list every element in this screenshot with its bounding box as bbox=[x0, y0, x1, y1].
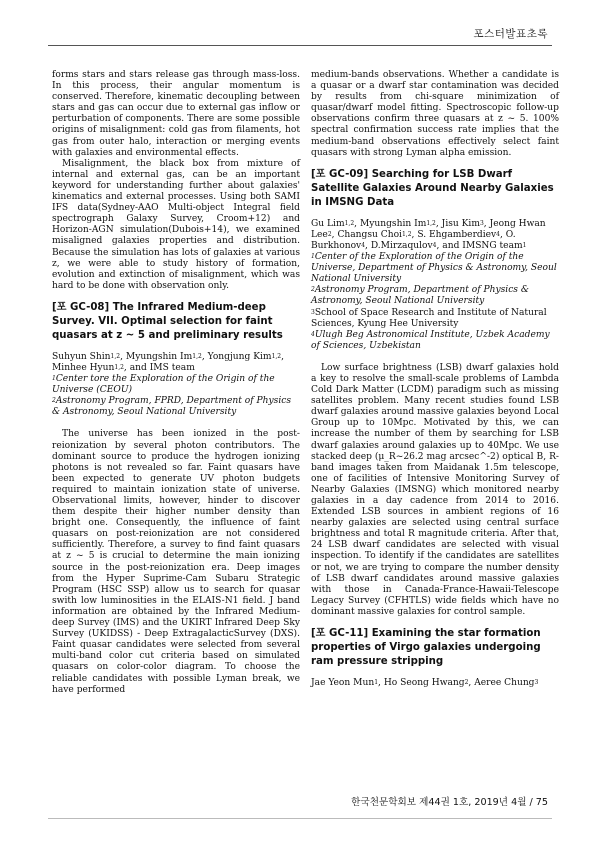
continued-paragraph: medium-bands observations. Whether a candidate is a quasar or a dwarf star contamination was decided by results from chi-square minimization of quasar/dwarf model fitting. Spectroscopic follow-up observations confirm three quasars at z ~ 5. 100% spectral confirmation success rate implies that the medium-band observations effectively select faint quasars with strong Lyman alpha emission. bbox=[311, 70, 559, 158]
author-affiliation-marker: 1,2 bbox=[271, 352, 282, 360]
author-affiliation-marker: 4 bbox=[432, 241, 437, 249]
affiliation: $^2$Astronomy Program, Department of Physics & Astronomy, Seoul National University bbox=[311, 285, 529, 307]
section-header: 포스터발표초록 bbox=[473, 28, 548, 40]
author-affiliation-marker: 1 bbox=[522, 241, 527, 249]
author-name: Changsu Choi bbox=[337, 229, 402, 240]
author-affiliation-marker: 1,2 bbox=[114, 363, 124, 371]
author-name: Yongjung Kim bbox=[207, 351, 272, 362]
author-affiliation-marker: 1 bbox=[374, 679, 379, 687]
author-affiliation-marker: 2 bbox=[327, 230, 332, 238]
header-divider bbox=[48, 45, 552, 46]
author-name: Myungshin Im bbox=[125, 351, 193, 362]
author-affiliation-marker: 1,2 bbox=[110, 352, 121, 360]
author-name: Gu Lim bbox=[311, 218, 345, 229]
author-name: Suhyun Shin bbox=[52, 351, 111, 362]
author-affiliation-marker: 2 bbox=[464, 679, 469, 687]
page-footer: 한국천문학회보 제44권 1호, 2019년 4월 / 75 bbox=[351, 797, 548, 808]
author-list: Jae Yeon Mun$^1$, Ho Seong Hwang$^2$, Aeree Chung$^3$ bbox=[311, 678, 539, 689]
paragraph: Misalignment, the black box from mixture of internal and external gas, can be an important keyword for understanding further about galaxies' kinematics and external processes. Using both SAMI IFS data(Sydney-AAO Multi-object Integral field spectrograph Galaxy Survey, Croom+12) and Horizon-AGN simulation(Dubois+14), we examined misaligned galaxies properties and distribution. Because the simulation has lots of galaxies at various z, we were able to study history of formation, evolution and extinction of misalignment, which was hard to be done with observation only. bbox=[52, 158, 300, 291]
affiliation: $^2$Astronomy Program, FPRD, Department of Physics & Astronomy, Seoul National University bbox=[52, 396, 291, 418]
author-affiliation-marker: 1,2 bbox=[344, 219, 355, 227]
author-list: Suhyun Shin$^{1,2}$, Myungshin Im$^{1,2}$, Yongjung Kim$^{1,2}$, Minhee Hyun$^{1,2}$, and IMS team bbox=[52, 351, 285, 373]
affiliation: $^1$Center of the Exploration of the Origin of the Universe, Department of Physics & Astronomy, Seoul National University bbox=[311, 252, 557, 285]
author-name: D.Mirzaqulov bbox=[370, 240, 433, 251]
author-name: Ho Seong Hwang bbox=[383, 678, 465, 689]
right-column bbox=[311, 70, 559, 689]
footer-divider bbox=[48, 818, 552, 819]
author-name: Jae Yeon Mun bbox=[311, 678, 375, 689]
abstract-title-gc08: [포 GC-08] The Infrared Medium-deep Survey. VII. Optimal selection for faint quasars at z ~ 5 and preliminary results bbox=[52, 301, 283, 341]
author-name: and IMS team bbox=[129, 362, 195, 373]
author-name: Jisu Kim bbox=[441, 218, 480, 229]
affiliation: $^3$School of Space Research and Institute of Natural Sciences, Kyung Hee University bbox=[311, 307, 547, 329]
continued-paragraph: forms stars and stars release gas through mass-loss. In this process, their angular momentum is conserved. Therefore, kinematic decoupling between stars and gas can occur due to external gas inflow or perturbation of components. There are some possible origins of misalignment: cold gas from filaments, hot gas from outer halo, interaction or merging events with galaxies and environmental effects. bbox=[52, 70, 300, 158]
author-affiliation-marker: 1,2 bbox=[426, 219, 436, 227]
author-list: Gu Lim$^{1,2}$, Myungshin Im$^{1,2}$, Jisu Kim$^3$, Jeong Hwan Lee$^2$, Changsu Choi$^{1,2}$, S. Ehgamberdiev$^4$, O. Burkhonov$^4$, D.Mirzaqulov$^4$, and IMSNG team$^1$ bbox=[311, 218, 546, 251]
author-name: Aeree Chung bbox=[474, 678, 535, 689]
author-affiliation-marker: 4 bbox=[361, 241, 366, 249]
author-affiliation-marker: 3 bbox=[479, 219, 484, 227]
abstract-body: Low surface brightness (LSB) dwarf galaxies hold a key to resolve the small-scale problems of Lambda Cold Dark Matter (LCDM) paradigm such as missing satellites problem. Many recent studies found LSB dwarf galaxies around massive galaxies beyond Local Group up to 10Mpc. Motivated by this, we can increase the number of them by searching for LSB dwarf galaxies around galaxies up to 40Mpc. We use stacked deep (μ_R~26.2 mag arcsec^-2) optical B, R-band images taken from Maidanak 1.5m telescope, one of facilities of Intensive Monitoring Survey of Nearby Galaxies (IMSNG) which monitored nearby galaxies in a day cadence from 2014 to 2016. Extended LSB sources in ambient regions of 16 nearby galaxies are selected using central surface brightness and total R magnitude criteria. After that, 24 LSB dwarf candidates are selected with visual inspection. To identify if the candidates are satellites or not, we are trying to compare the number density of LSB dwarf candidates around massive galaxies with those in Canada-France-Hawaii-Telescope Legacy Survey (CFHTLS) wide fields which have no dominant massive galaxies for control sample. bbox=[311, 362, 559, 617]
author-affiliation-marker: 1,2 bbox=[401, 230, 412, 238]
author-name: Myungshin Im bbox=[359, 218, 427, 229]
abstract-body: The universe has been ionized in the post-reionization by several photon contributors. The dominant source to produce the hydrogen ionizing photons is not revealed so far. Faint quasars have been expected to generate UV photon budgets required to maintain ionization state of universe. Observational limits, however, hinder to discover them despite their higher number density than bright one. Consequently, the influence of faint quasars on post-reionization are not considered sufficiently. Therefore, a survey to find faint quasars at z ~ 5 is crucial to determine the main ionizing source in the post-reionization era. Deep images from the Hyper Suprime-Cam Subaru Strategic Program (HSC SSP) allow us to search for quasar swith low luminosities in the ELAIS-N1 field. J band information are obtained by the Infrared Medium-deep Survey (IMS) and the UKIRT Infrared Deep Sky Survey (UKIDSS) - Deep ExtragalacticSurvey (DXS). Faint quasar candidates were selected from several multi-band color cut criteria based on simulated quasars on color-color diagram. To choose the reliable candidates with possible Lyman break, we have performed bbox=[52, 429, 300, 695]
abstract-title-gc11: [포 GC-11] Examining the star formation properties of Virgo galaxies undergoing ram pressure stripping bbox=[311, 628, 541, 668]
author-name: S. Ehgamberdiev bbox=[417, 229, 497, 240]
affiliation: $^1$Center tore the Exploration of the Origin of the Universe (CEOU) bbox=[52, 374, 275, 396]
author-name: O. Burkhonov bbox=[311, 229, 516, 251]
abstract-title-gc09: [포 GC-09] Searching for LSB Dwarf Satellite Galaxies Around Nearby Galaxies in IMSNG Data bbox=[311, 168, 554, 208]
affiliation: $^4$Ulugh Beg Astronomical Institute, Uzbek Academy of Sciences, Uzbekistan bbox=[311, 329, 550, 351]
left-column bbox=[52, 70, 300, 696]
author-affiliation-marker: 3 bbox=[534, 679, 539, 687]
author-name: Minhee Hyun bbox=[52, 362, 115, 373]
author-name: and IMSNG team bbox=[442, 240, 523, 251]
author-name: Jeong Hwan Lee bbox=[311, 218, 546, 240]
author-affiliation-marker: 1,2 bbox=[192, 352, 202, 360]
author-affiliation-marker: 4 bbox=[496, 230, 500, 238]
